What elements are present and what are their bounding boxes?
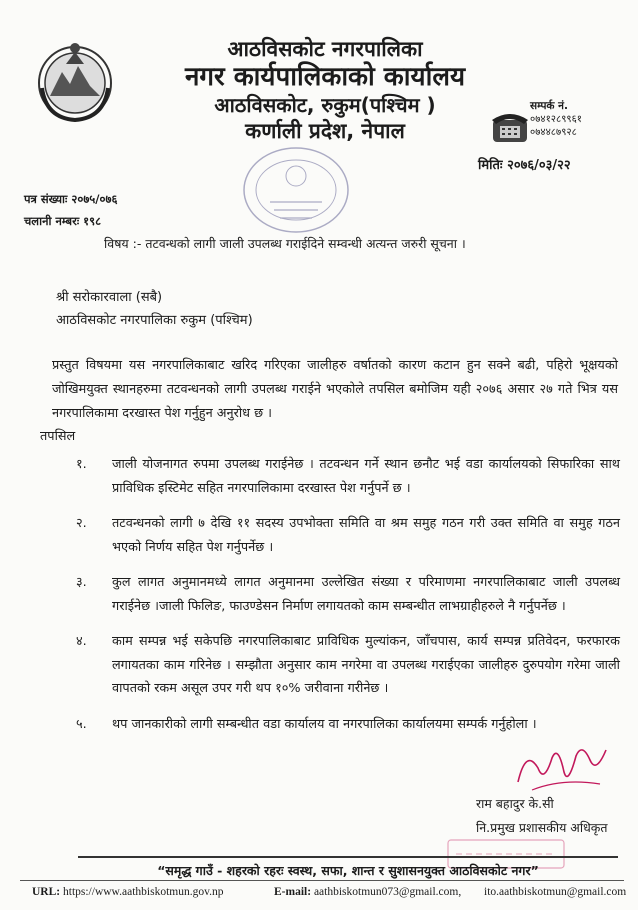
addressee-line-2: आठविसकोट नगरपालिका रुकुम (पश्चिम) <box>56 313 253 328</box>
letter-subject: विषय :- तटवन्धको लागी जाली उपलब्ध गराईदिने सम्वन्धी अत्यन्त जरुरी सूचना । <box>104 236 466 251</box>
item-number: १. <box>76 457 87 472</box>
signatory-title: नि.प्रमुख प्रशासकीय अधिकृत <box>476 820 608 835</box>
item-number: ३. <box>76 575 87 590</box>
province-country: कर्णाली प्रदेश, नेपाल <box>245 119 405 143</box>
addressee <box>56 286 253 332</box>
office-stamp-icon <box>240 142 352 238</box>
letter-number: पत्र संख्याः २०७५/०७६ <box>24 192 118 206</box>
footer-divider <box>20 880 624 881</box>
phone-number-1: ०७४१२८९९६१ <box>530 114 582 125</box>
contact-label: सम्पर्क नं. <box>530 100 568 112</box>
schedule-heading: तपसिल <box>40 429 76 444</box>
addressee-line-1: श्री सरोकारवाला (सबै) <box>56 290 163 305</box>
list-item <box>60 630 620 701</box>
email-link-2[interactable]: ito.aathbiskotmun@gmail.com <box>484 886 627 898</box>
list-item <box>60 453 620 500</box>
website-link[interactable]: https://www.aathbiskotmun.gov.np <box>63 886 224 898</box>
letter-date: मितिः २०७६/०३/२२ <box>478 158 571 173</box>
signature-icon <box>512 738 612 798</box>
office-location: आठविसकोट, रुकुम(पश्चिम ) <box>214 93 436 117</box>
item-text: थप जानकारीको लागी सम्बन्धीत वडा कार्यालय वा नगरपालिका कार्यालयमा सम्पर्क गर्नुहोला । <box>112 716 537 732</box>
list-item <box>60 713 620 737</box>
list-item <box>60 512 620 559</box>
body-paragraph: प्रस्तुत विषयमा यस नगरपालिकाबाट खरिद गरिएका जालीहरु वर्षातको कारण कटान हुन सक्ने बढी, पहिरो भूक्षयको जोखिमयुक्त स्थानहरुमा तटवन्धनको लागी उपलब्ध गराईने भएकोले तपसिल बमोजिम यही २०७६ असार २७ गते भित्र यस नगरपालिकामा दरखास्त पेश गर्नुहुन अनुरोध छ । <box>52 358 618 421</box>
item-text: जाली योजनागत रुपमा उपलब्ध गराईनेछ । तटवन्धन गर्ने स्थान छनौट भई वडा कार्यालयको सिफारिका साथ प्राविधिक इस्टिमेट सहित नगरपालिकामा दरखास्त पेश गर्नुपर्ने छ । <box>112 457 620 496</box>
item-number: २. <box>76 516 87 531</box>
footer-divider <box>78 856 618 858</box>
nepal-emblem-icon <box>36 38 114 124</box>
url-label: URL: <box>32 886 61 898</box>
email-label: E-mail: <box>274 886 312 898</box>
signatory-name: राम बहादुर के.सी <box>476 796 554 811</box>
signatory-block <box>476 792 608 840</box>
municipality-name: आठविसकोट नगरपालिका <box>227 37 423 61</box>
email-link-1[interactable]: aathbiskotmun073@gmail.com, <box>313 886 462 898</box>
list-item <box>60 571 620 618</box>
phone-number-2: ०७४४८७९२८ <box>530 127 577 138</box>
contact-block <box>530 100 630 139</box>
telephone-icon <box>490 108 530 146</box>
reference-block <box>24 188 117 232</box>
footer-motto: “समृद्ध गाउँ - शहरको रहरः स्वस्थ, सफा, शान्त र सुशासनयुक्त आठविसकोट नगर” <box>157 863 539 878</box>
schedule-list <box>60 453 620 748</box>
dispatch-number: चलानी नम्बरः १९८ <box>24 214 102 228</box>
item-number: ४. <box>76 634 87 649</box>
letterhead <box>150 36 500 144</box>
item-text: कुल लागत अनुमानमध्ये लागत अनुमानमा उल्लेखित संख्या र परिमाणमा नगरपालिकाबाट जाली उपलब्ध गराईनेछ ।जाली फिलिङ, फाउण्डेसन निर्माण लगायतको काम सम्बन्धीत लाभग्राहीहरुले नै गर्नुपर्नेछ । <box>112 575 620 614</box>
item-number: ५. <box>76 716 87 732</box>
item-text: काम सम्पन्न भई सकेपछि नगरपालिकाबाट प्राविधिक मुल्यांकन, जाँचपास, कार्य सम्पन्न प्रतिवेदन, फरफारक लगायतका काम गरिनेछ । सम्झौता अनुसार काम नगरेमा वा उपलब्ध गराईएका जालीहरु दुरुपयोग गरेमा जाली वापतको रकम असूल उपर गरी थप १०% जरीवाना गरीनेछ । <box>112 634 620 696</box>
office-name: नगर कार्यपालिकाको कार्यालय <box>184 62 466 92</box>
item-text: तटवन्धनको लागी ७ देखि ११ सदस्य उपभोक्ता समिति वा श्रम समुह गठन गरी उक्त समिति वा समुह गठन भएको निर्णय सहित पेश गर्नुपर्नेछ । <box>112 516 620 555</box>
